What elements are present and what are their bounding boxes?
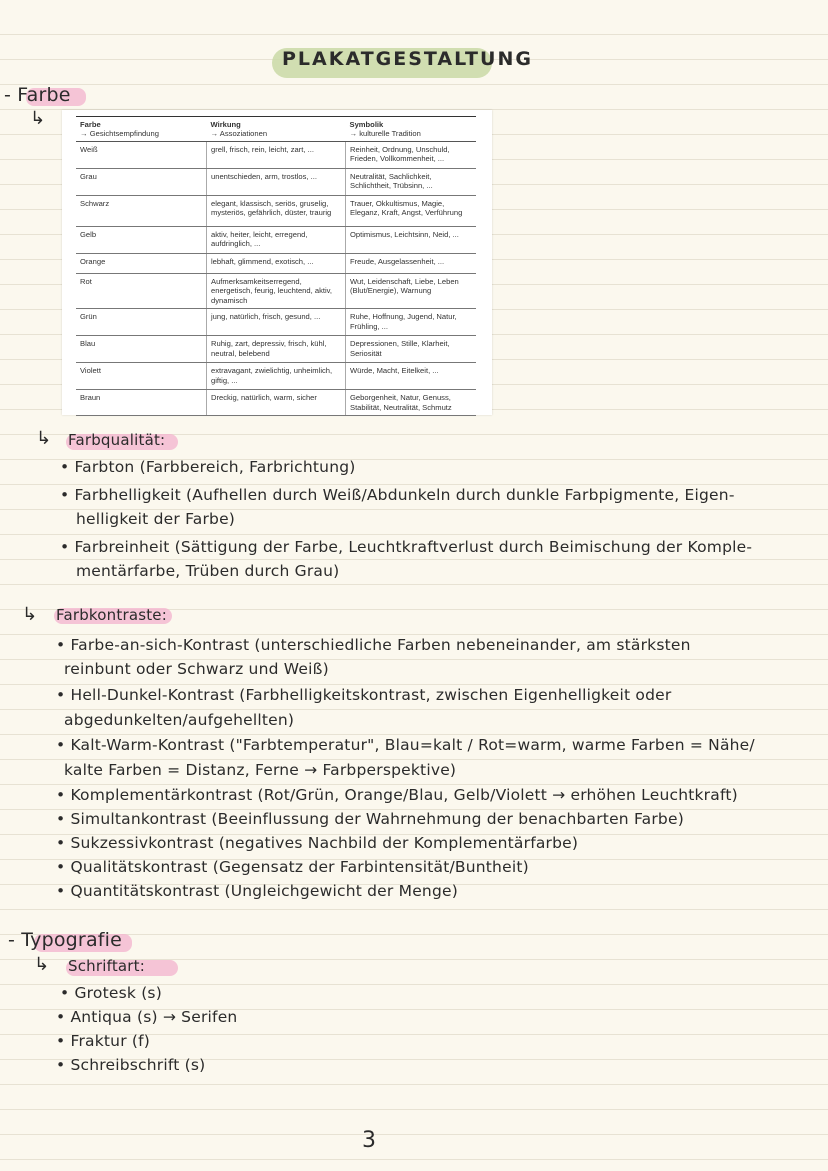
table-cell-color: Grau — [76, 169, 207, 196]
table-cell-color: Blau — [76, 336, 207, 363]
list-item: • Farbreinheit (Sättigung der Farbe, Leuchtkraftverlust durch Beimischung der Komple- — [60, 538, 753, 556]
table-header: Symbolik → kulturelle Tradition — [346, 117, 477, 142]
table-cell-symbol: Optimismus, Leichtsinn, Neid, ... — [346, 227, 477, 254]
list-item: • Farbton (Farbbereich, Farbrichtung) — [60, 458, 356, 476]
schriftart-heading: Schriftart: — [68, 957, 146, 975]
table-cell-effect: elegant, klassisch, seriös, gruselig, mysteriös, gefährlich, düster, traurig — [207, 196, 346, 227]
color-table-image — [62, 110, 492, 415]
list-item: • Kalt-Warm-Kontrast ("Farbtemperatur", Blau=kalt / Rot=warm, warme Farben = Nähe/ — [56, 736, 755, 754]
table-cell-effect: grell, frisch, rein, leicht, zart, ... — [207, 142, 346, 169]
table-header: Farbe → Gesichtsempfindung — [76, 117, 207, 142]
table-cell-effect: unentschieden, arm, trostlos, ... — [207, 169, 346, 196]
table-cell-color: Gelb — [76, 227, 207, 254]
farbkontraste-heading: Farbkontraste: — [56, 606, 167, 624]
table-cell-effect: Dreckig, natürlich, warm, sicher — [207, 390, 346, 416]
table-cell-color: Weiß — [76, 142, 207, 169]
table-cell-effect: Aufmerksamkeitserregend, energetisch, feurig, leuchtend, aktiv, dynamisch — [207, 274, 346, 309]
table-cell-symbol: Depressionen, Stille, Klarheit, Seriosität — [346, 336, 477, 363]
list-item: • Simultankontrast (Beeinflussung der Wahrnehmung der benachbarten Farbe) — [56, 810, 684, 828]
table-cell-effect: lebhaft, glimmend, exotisch, ... — [207, 254, 346, 274]
list-item: kalte Farben = Distanz, Ferne → Farbperspektive) — [64, 761, 457, 779]
list-item: • Grotesk (s) — [60, 984, 162, 1002]
table-cell-color: Schwarz — [76, 196, 207, 227]
section-farbe-heading: - Farbe — [4, 84, 71, 106]
table-cell-color: Grün — [76, 309, 207, 336]
list-item: • Schreibschrift (s) — [56, 1056, 206, 1074]
table-row — [76, 227, 476, 254]
table-cell-effect: aktiv, heiter, leicht, erregend, aufdringlich, ... — [207, 227, 346, 254]
list-item: • Antiqua (s) → Serifen — [56, 1008, 238, 1026]
table-row — [76, 309, 476, 336]
table-row — [76, 336, 476, 363]
list-item: • Hell-Dunkel-Kontrast (Farbhelligkeitskontrast, zwischen Eigenhelligkeit oder — [56, 686, 672, 704]
table-header-row — [76, 117, 476, 142]
table-cell-symbol: Geborgenheit, Natur, Genuss, Stabilität, Neutralität, Schmutz — [346, 390, 477, 416]
list-item: • Fraktur (f) — [56, 1032, 151, 1050]
list-item: • Qualitätskontrast (Gegensatz der Farbintensität/Buntheit) — [56, 858, 529, 876]
list-item: • Komplementärkontrast (Rot/Grün, Orange/Blau, Gelb/Violett → erhöhen Leuchtkraft) — [56, 786, 738, 804]
table-header: Wirkung → Assoziationen — [207, 117, 346, 142]
table-cell-symbol: Ruhe, Hoffnung, Jugend, Natur, Frühling, ... — [346, 309, 477, 336]
table-row — [76, 196, 476, 227]
color-table — [76, 116, 476, 416]
table-cell-effect: jung, natürlich, frisch, gesund, ... — [207, 309, 346, 336]
table-cell-color: Orange — [76, 254, 207, 274]
list-item: mentärfarbe, Trüben durch Grau) — [76, 562, 340, 580]
farbqualitaet-heading: Farbqualität: — [68, 431, 166, 449]
table-row — [76, 390, 476, 416]
sub-arrow-icon: ↳ — [30, 108, 46, 129]
table-cell-color: Violett — [76, 363, 207, 390]
list-item: • Sukzessivkontrast (negatives Nachbild der Komplementärfarbe) — [56, 834, 579, 852]
table-row — [76, 363, 476, 390]
table-cell-color: Rot — [76, 274, 207, 309]
section-typografie-heading: - Typografie — [8, 929, 123, 951]
table-cell-color: Braun — [76, 390, 207, 416]
table-cell-symbol: Freude, Ausgelassenheit, ... — [346, 254, 477, 274]
list-item: helligkeit der Farbe) — [76, 510, 236, 528]
table-cell-symbol: Würde, Macht, Eitelkeit, ... — [346, 363, 477, 390]
table-cell-symbol: Trauer, Okkultismus, Magie, Eleganz, Kraft, Angst, Verführung — [346, 196, 477, 227]
table-cell-symbol: Reinheit, Ordnung, Unschuld, Frieden, Vollkommenheit, ... — [346, 142, 477, 169]
table-cell-effect: extravagant, zwielichtig, unheimlich, giftig, ... — [207, 363, 346, 390]
table-cell-symbol: Wut, Leidenschaft, Liebe, Leben (Blut/Energie), Warnung — [346, 274, 477, 309]
table-row — [76, 274, 476, 309]
sub-arrow-icon: ↳ — [34, 954, 50, 975]
list-item: reinbunt oder Schwarz und Weiß) — [64, 660, 329, 678]
page-number: 3 — [362, 1128, 377, 1153]
list-item: • Quantitätskontrast (Ungleichgewicht der Menge) — [56, 882, 458, 900]
table-cell-effect: Ruhig, zart, depressiv, frisch, kühl, neutral, belebend — [207, 336, 346, 363]
sub-arrow-icon: ↳ — [22, 604, 38, 625]
list-item: • Farbhelligkeit (Aufhellen durch Weiß/Abdunkeln durch dunkle Farbpigmente, Eigen- — [60, 486, 735, 504]
list-item: • Farbe-an-sich-Kontrast (unterschiedliche Farben nebeneinander, am stärksten — [56, 636, 691, 654]
table-row — [76, 142, 476, 169]
page-title: PLAKATGESTALTUNG — [282, 48, 533, 70]
table-row — [76, 169, 476, 196]
table-cell-symbol: Neutralität, Sachlichkeit, Schlichtheit, Trübsinn, ... — [346, 169, 477, 196]
list-item: abgedunkelten/aufgehellten) — [64, 711, 295, 729]
sub-arrow-icon: ↳ — [36, 428, 52, 449]
table-row — [76, 254, 476, 274]
